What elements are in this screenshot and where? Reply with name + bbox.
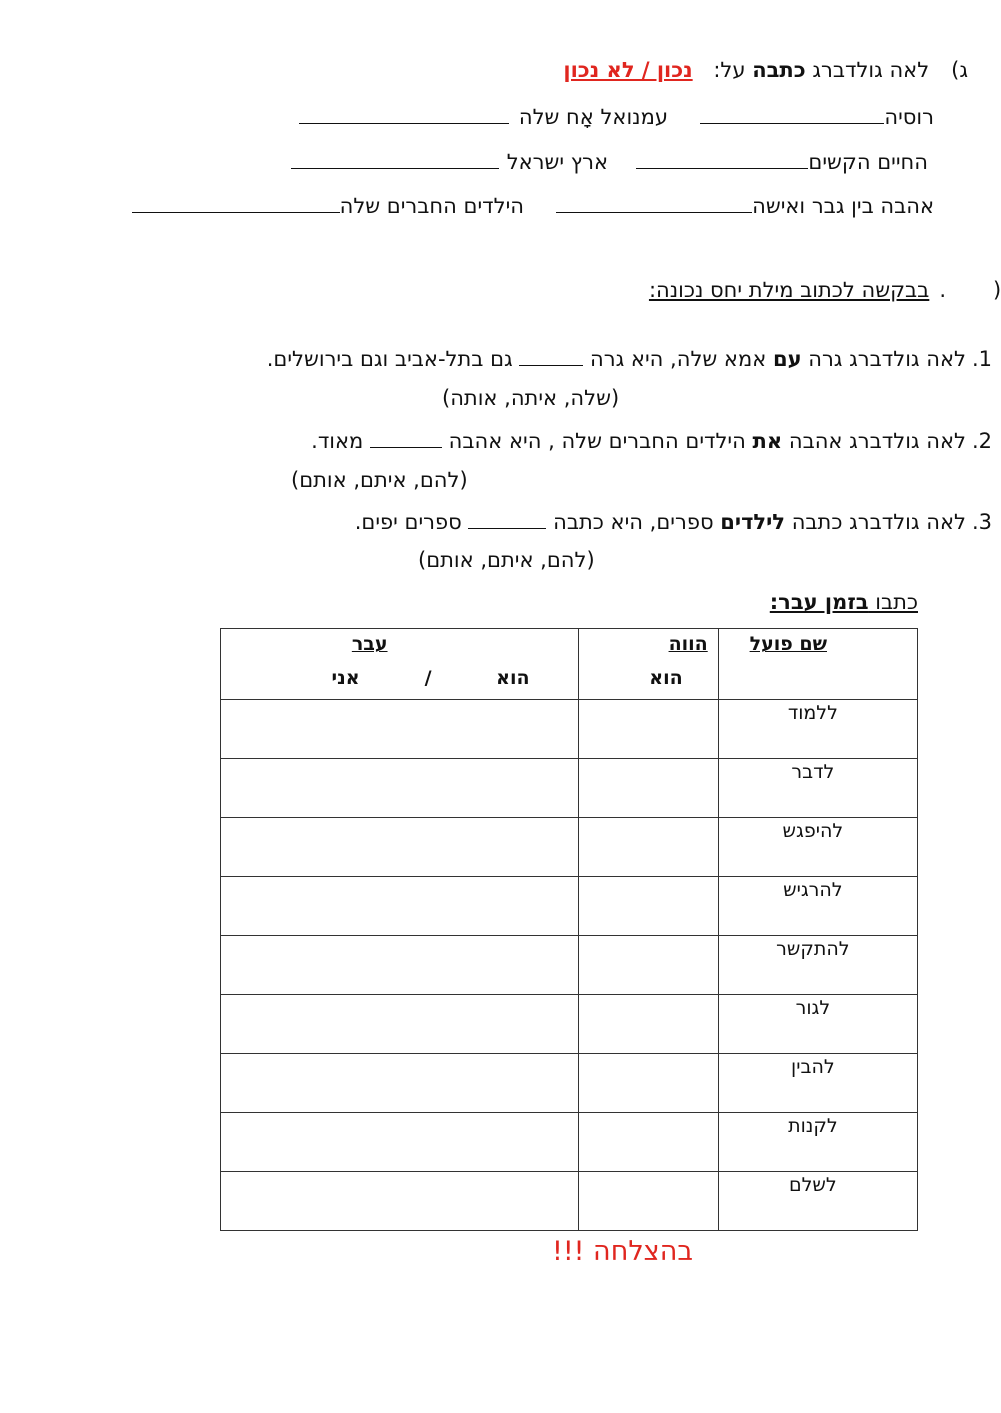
- topic-line-3: [636, 148, 928, 174]
- table-row: [221, 1113, 918, 1172]
- prep-item-number: 3.: [971, 510, 992, 534]
- verb-label: לשלם: [789, 1174, 837, 1196]
- prep-item-bold: עם: [772, 347, 802, 371]
- good-luck-message: בהצלחה !!!: [552, 1236, 693, 1267]
- topic-israel: ארץ ישראל: [506, 150, 608, 174]
- verb-cell: [718, 1054, 917, 1113]
- topic-line-1: [700, 103, 934, 129]
- prep-item-bold: לילדים: [720, 510, 786, 534]
- section-g-heading: [563, 58, 968, 82]
- topic-brother: עמנואל אָח שלה: [518, 105, 668, 129]
- header-present-pronoun: הוא: [649, 667, 683, 689]
- answer-blank[interactable]: [700, 103, 884, 124]
- header-past-label: עבר: [351, 633, 388, 655]
- prep-item-number: 2.: [971, 429, 992, 453]
- present-answer-cell[interactable]: [578, 936, 718, 995]
- section-g-suffix: על:: [713, 58, 753, 82]
- answer-blank[interactable]: [291, 148, 499, 169]
- table-row: [221, 1172, 918, 1231]
- prep-item-text: לאה גולדברג גרה: [801, 347, 966, 371]
- header-past-he: הוא: [496, 667, 530, 689]
- past-tense-title: [770, 590, 918, 614]
- prep-item-3-options: (להם, איתם, אותם): [418, 548, 595, 572]
- past-tense-title-bold: בזמן עבר:: [769, 590, 869, 614]
- table-row: [221, 759, 918, 818]
- verb-label: לקנות: [788, 1115, 838, 1137]
- topic-russia: רוסיה: [884, 105, 934, 129]
- section-prep-dot: .: [939, 278, 946, 302]
- verb-label: להתקשר: [776, 938, 850, 960]
- answer-blank[interactable]: [132, 192, 340, 213]
- answer-blank[interactable]: [299, 103, 509, 124]
- section-g-marker: ג): [951, 58, 968, 82]
- verb-cell: [718, 877, 917, 936]
- prep-item-text: ספרים יפים.: [354, 510, 469, 534]
- verb-cell: [718, 995, 917, 1054]
- header-verb-cell: [718, 629, 917, 700]
- table-row: [221, 700, 918, 759]
- past-answer-cell[interactable]: [221, 877, 579, 936]
- section-prep-instruction: בבקשה לכתוב מילת יחס נכונה:: [648, 278, 930, 302]
- verb-label: לגור: [795, 997, 831, 1019]
- topic-line-6: [132, 192, 524, 218]
- answer-blank[interactable]: [370, 427, 442, 448]
- past-answer-cell[interactable]: [221, 1172, 579, 1231]
- table-row: [221, 936, 918, 995]
- table-row: [221, 995, 918, 1054]
- verb-cell: [718, 818, 917, 877]
- present-answer-cell[interactable]: [578, 1054, 718, 1113]
- present-answer-cell[interactable]: [578, 759, 718, 818]
- verb-cell: [718, 1172, 917, 1231]
- prep-item-text: לאה גולדברג אהבה: [782, 429, 966, 453]
- past-answer-cell[interactable]: [221, 759, 579, 818]
- header-past-i: אני: [331, 667, 360, 689]
- past-tense-title-plain: כתבו: [868, 590, 918, 614]
- answer-blank[interactable]: [556, 192, 752, 213]
- header-present-cell: [578, 629, 718, 700]
- present-answer-cell[interactable]: [578, 1172, 718, 1231]
- section-prep-heading: [649, 278, 946, 302]
- prep-item-text: מאוד.: [311, 429, 370, 453]
- verb-label: להבין: [791, 1056, 835, 1078]
- answer-blank[interactable]: [519, 345, 583, 366]
- verb-label: ללמוד: [787, 702, 838, 724]
- prep-item-2-options: (להם, איתם, אותם): [291, 468, 468, 492]
- topic-children: הילדים החברים שלה: [339, 194, 524, 218]
- verb-cell: [718, 759, 917, 818]
- past-answer-cell[interactable]: [221, 936, 579, 995]
- topic-line-4: [291, 148, 608, 174]
- past-answer-cell[interactable]: [221, 1113, 579, 1172]
- topic-love: אהבה בין גבר ואישה: [752, 194, 934, 218]
- answer-blank[interactable]: [468, 508, 546, 529]
- section-prep-marker: (: [993, 278, 1001, 302]
- past-answer-cell[interactable]: [221, 700, 579, 759]
- present-answer-cell[interactable]: [578, 877, 718, 936]
- answer-blank[interactable]: [636, 148, 808, 169]
- verb-label: להרגיש: [783, 879, 843, 901]
- verb-cell: [718, 1113, 917, 1172]
- section-g-prefix: לאה גולדברג: [805, 58, 930, 82]
- prep-item-1-options: (שלה, איתה, אותה): [442, 386, 620, 410]
- section-g-bold-word: כתבה: [752, 58, 806, 82]
- table-header-row: [221, 629, 918, 700]
- prep-item-text: גם בתל-אביב וגם בירושלים.: [266, 347, 520, 371]
- table-row: [221, 877, 918, 936]
- verb-label: לדבר: [791, 761, 835, 783]
- prep-item-text: ספרים, היא כתבה: [546, 510, 721, 534]
- prep-item-text: הילדים החברים שלה , היא אהבה: [442, 429, 753, 453]
- present-answer-cell[interactable]: [578, 818, 718, 877]
- table-row: [221, 1054, 918, 1113]
- table-row: [221, 818, 918, 877]
- prep-item-text: אמא שלה, היא גרה: [583, 347, 773, 371]
- verb-cell: [718, 936, 917, 995]
- verb-cell: [718, 700, 917, 759]
- prep-item-text: לאה גולדברג כתבה: [785, 510, 966, 534]
- prep-item-2: [311, 427, 992, 453]
- prep-item-number: 1.: [971, 347, 992, 371]
- header-verb-label: שם פועל: [749, 633, 827, 655]
- prep-item-3: [355, 508, 992, 534]
- present-answer-cell[interactable]: [578, 995, 718, 1054]
- topic-hard-life: החיים הקשים: [808, 150, 928, 174]
- true-false-choice[interactable]: נכון / לא נכון: [563, 58, 693, 82]
- topic-line-2: [299, 103, 668, 129]
- present-answer-cell[interactable]: [578, 700, 718, 759]
- verb-conjugation-table: [220, 628, 918, 1231]
- past-answer-cell[interactable]: [221, 995, 579, 1054]
- prep-item-1: [267, 345, 992, 371]
- header-present-label: הווה: [668, 633, 708, 655]
- topic-line-5: [556, 192, 934, 218]
- present-answer-cell[interactable]: [578, 1113, 718, 1172]
- header-past-cell: [221, 629, 579, 700]
- past-answer-cell[interactable]: [221, 1054, 579, 1113]
- past-answer-cell[interactable]: [221, 818, 579, 877]
- header-past-slash: /: [424, 667, 432, 689]
- prep-item-bold: את: [752, 429, 783, 453]
- verb-label: להיפגש: [782, 820, 844, 842]
